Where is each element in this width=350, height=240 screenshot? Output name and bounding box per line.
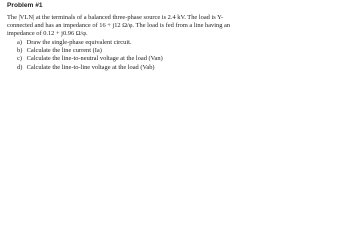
question-part-d <box>17 64 350 72</box>
question-part-b <box>17 47 350 55</box>
part-letter: c) <box>17 55 22 63</box>
part-letter: a) <box>17 38 22 46</box>
problem-title: Problem #1 <box>7 2 43 9</box>
question-part-a <box>17 39 350 47</box>
part-letter: b) <box>17 47 23 55</box>
part-letter: d) <box>17 63 23 71</box>
part-text: Calculate the line current (Ia) <box>26 47 102 55</box>
question-parts-list <box>7 39 350 73</box>
part-text: Calculate the line-to-neutral voltage at the load (Van) <box>26 55 163 63</box>
question-part-c <box>17 55 350 63</box>
statement-line: impedance of 0.12 + j0.96 Ω/φ. <box>7 30 88 38</box>
problem-document <box>0 0 350 86</box>
part-text: Draw the single-phase equivalent circuit. <box>26 38 132 46</box>
statement-line: The |VLN| at the terminals of a balanced three-phase source is 2.4 kV. The load is Y- <box>7 14 224 21</box>
statement-line: connected and has an impedance of 16 + j12 Ω/φ. The load is fed from a line having an <box>7 22 231 30</box>
problem-statement <box>7 14 343 39</box>
part-text: Calculate the line-to-line voltage at the load (Vab) <box>26 63 155 71</box>
